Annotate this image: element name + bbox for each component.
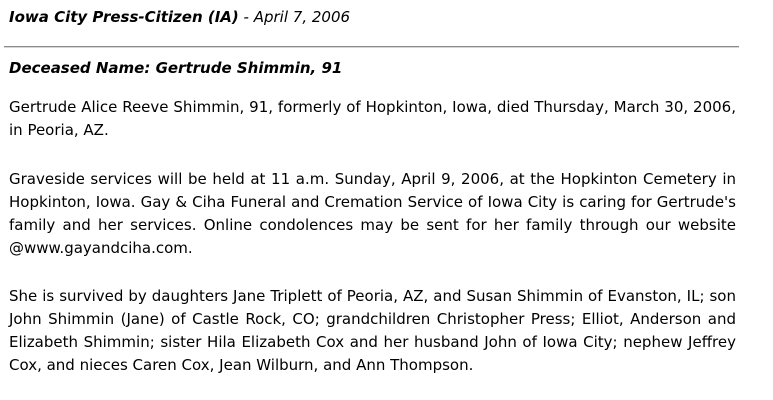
article-header <box>9 7 350 27</box>
obituary-paragraph-services: Graveside services will be held at 11 a.m. Sunday, April 9, 2006, at the Hopkinton Cemetery in Hopkinton, Iowa. Gay & Ciha Funeral and Cremation Service of Iowa City is caring for Gertrude's family and her services. Online condolences may be sent for her family through our website @www.gayandciha.com. <box>9 170 736 257</box>
obituary-paragraph-death: Gertrude Alice Reeve Shimmin, 91, formerly of Hopkinton, Iowa, died Thursday, March 30, 2006, in Peoria, AZ. <box>9 98 736 139</box>
header-separator: - <box>238 8 254 26</box>
publication-name: Iowa City Press-Citizen (IA) <box>9 8 239 26</box>
header-divider <box>4 46 739 48</box>
deceased-name-heading: Deceased Name: Gertrude Shimmin, 91 <box>9 59 343 77</box>
obituary-paragraph-survivors: She is survived by daughters Jane Triplett of Peoria, AZ, and Susan Shimmin of Evanston, IL; son John Shimmin (Jane) of Castle Rock, CO; grandchildren Christopher Press; Elliot, Anderson and Elizabeth Shimmin; sister Hila Elizabeth Cox and her husband John of Iowa City; nephew Jeffrey Cox, and nieces Caren Cox, Jean Wilburn, and Ann Thompson. <box>9 287 736 374</box>
publication-date: April 7, 2006 <box>253 8 351 26</box>
